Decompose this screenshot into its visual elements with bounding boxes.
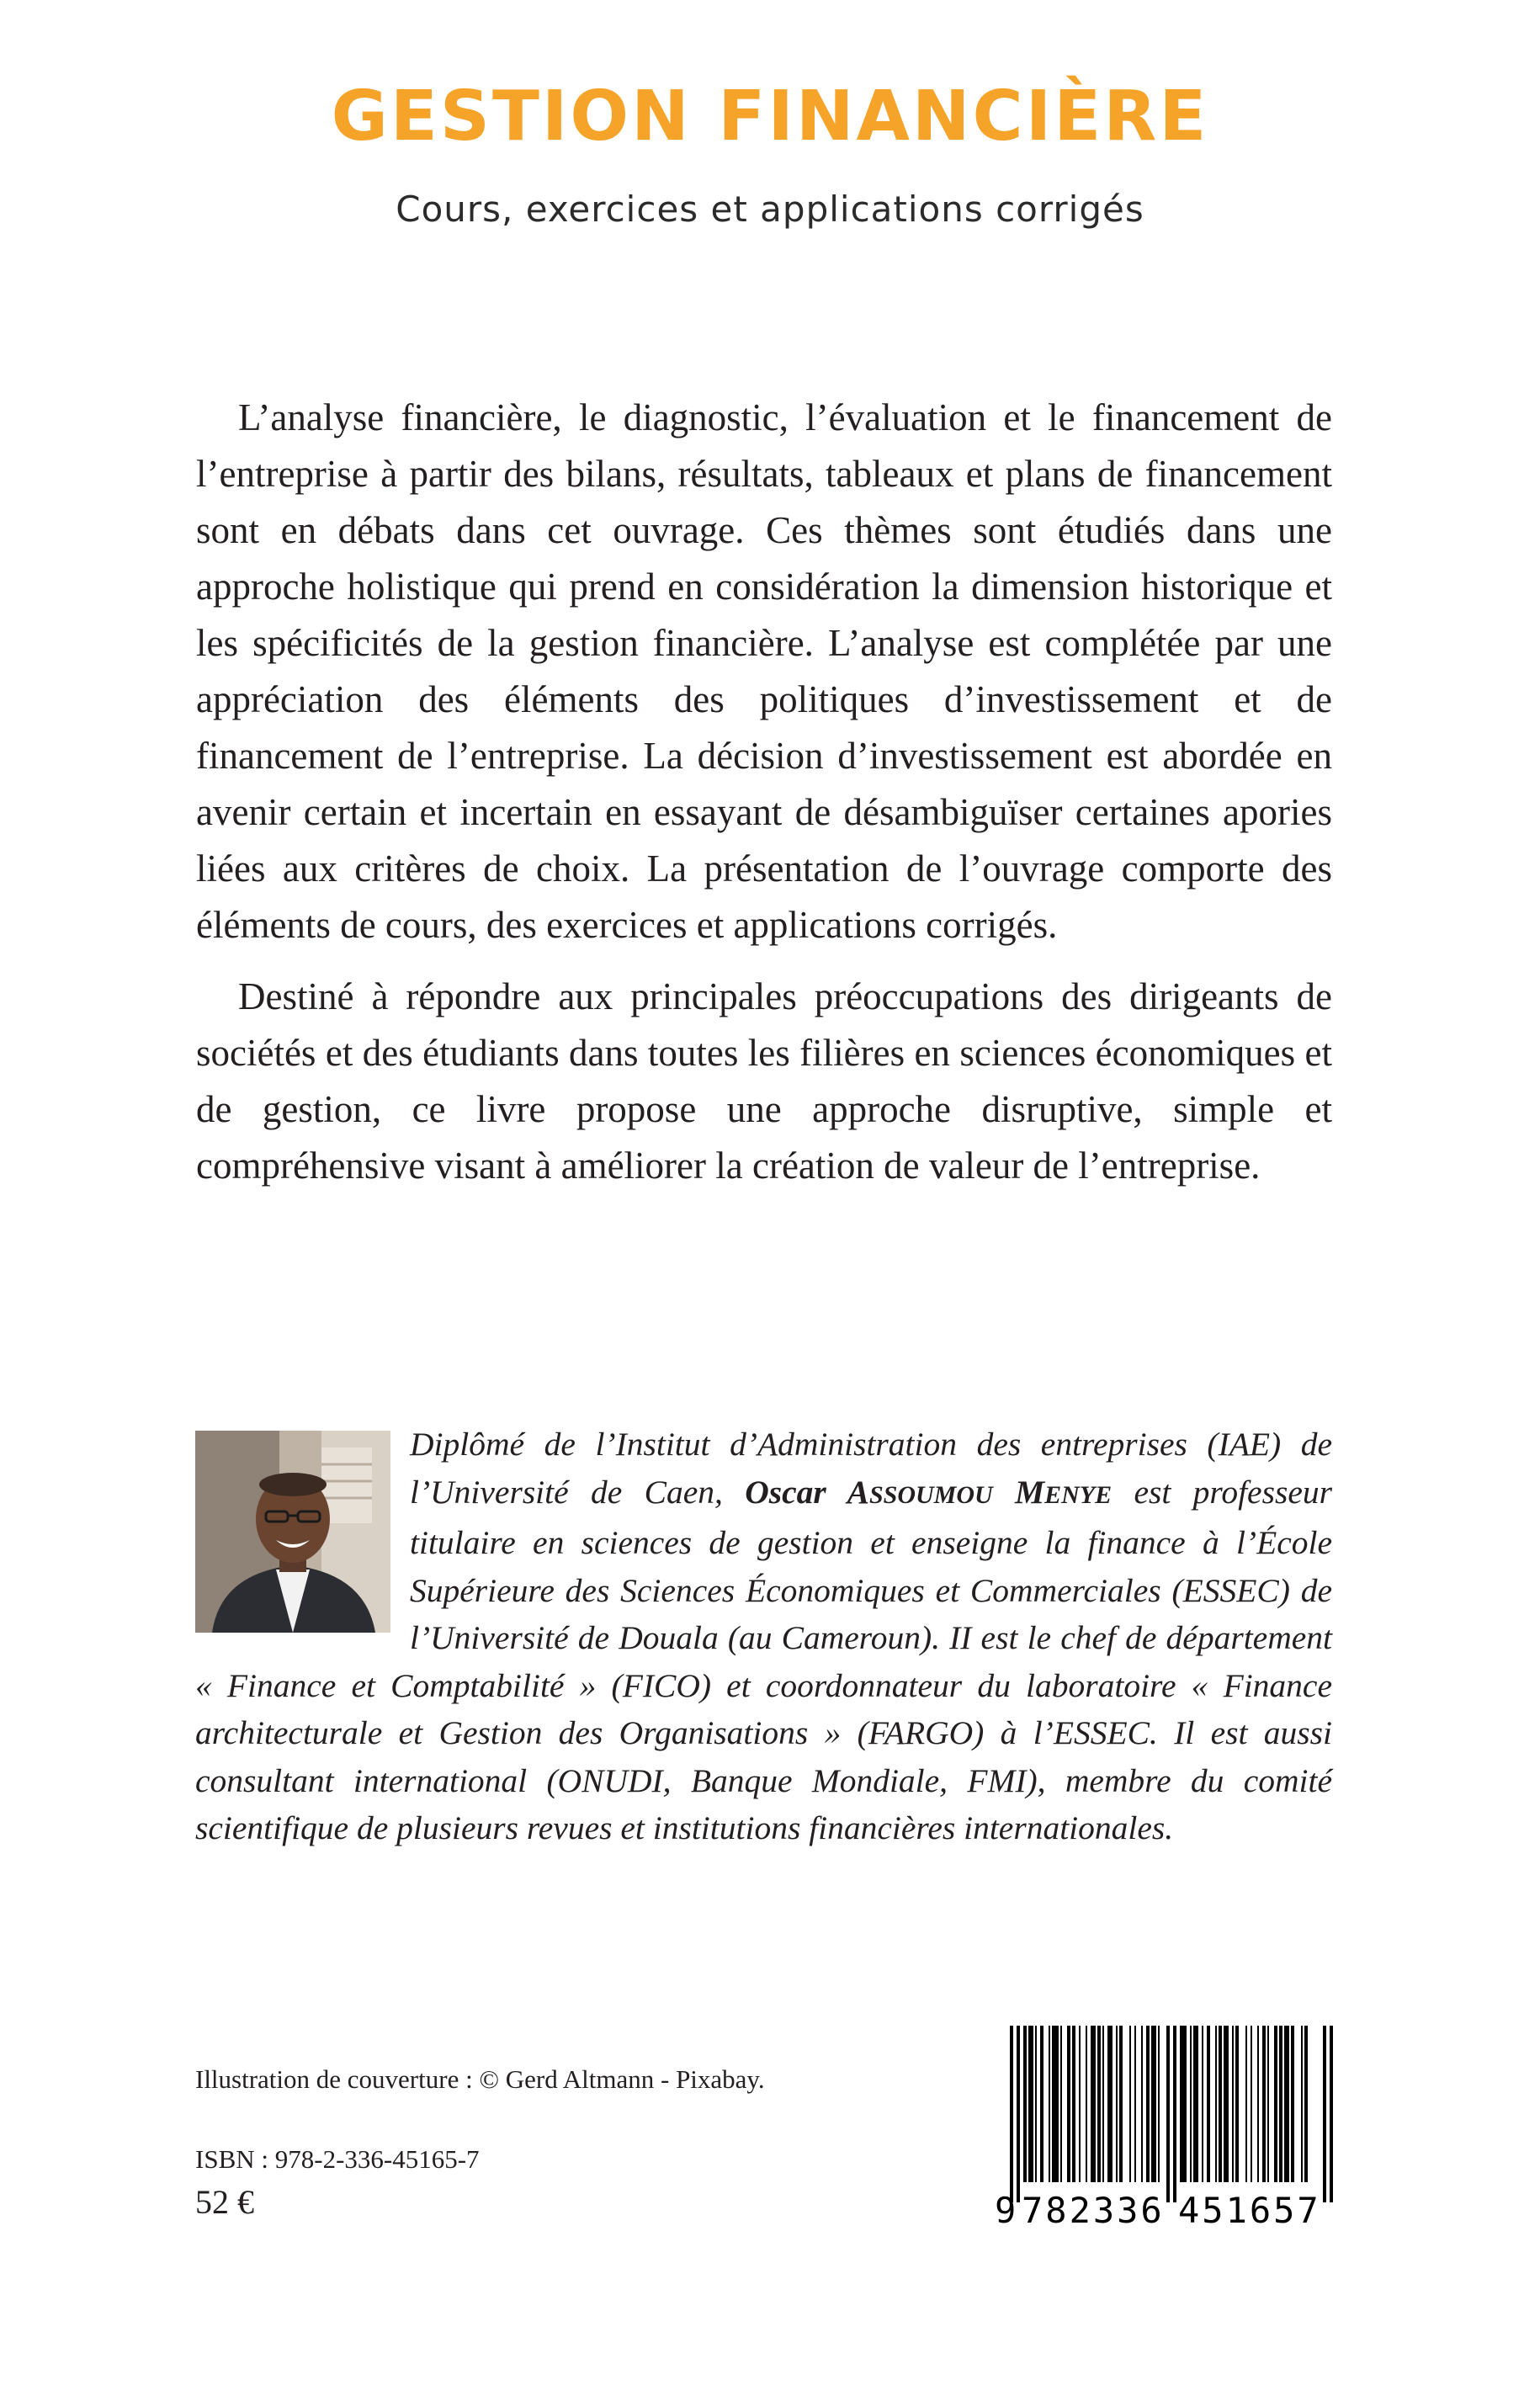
author-surname-rest: SSOUMOU — [868, 1480, 993, 1509]
price: 52 € — [195, 2183, 254, 2221]
author-biography — [195, 1421, 1332, 1852]
book-subtitle: Cours, exercices et applications corrigés — [396, 189, 1144, 230]
summary-paragraph-2: Destiné à répondre aux principales préoccupations des dirigeants de sociétés et des étudiants dans toutes les filières en sciences économiques et de gestion, ce livre propose une approche disruptive, simple et compréhensive visant à améliorer la création de valeur de l’entreprise. — [196, 975, 1332, 1187]
author-first-name: Oscar — [745, 1473, 826, 1511]
barcode-digit-first: 9 — [995, 2190, 1017, 2231]
cover-illustration-credit: Illustration de couverture : © Gerd Altmann - Pixabay. — [195, 2064, 765, 2094]
author-name — [745, 1474, 1112, 1511]
book-title: GESTION FINANCIÈRE — [331, 77, 1209, 157]
bio-intro: Diplômé de l’Institut d’Administration des entreprises (IAE) de l’Université de Caen, — [410, 1426, 1332, 1511]
book-summary — [196, 390, 1332, 1194]
author-surname2-initial: M — [1015, 1473, 1045, 1511]
isbn: ISBN : 978-2-336-45165-7 — [195, 2144, 480, 2174]
author-surname-initial: A — [847, 1473, 869, 1511]
barcode-bars — [1023, 2026, 1308, 2182]
summary-paragraph-1: L’analyse financière, le diagnostic, l’évaluation et le financement de l’entreprise à partir des bilans, résultats, tableaux et plans de financement sont en débats dans cet ouvrage. Ces thèmes sont étudiés dans une approche holistique qui prend en considération la dimension historique et les spécificités de la gestion financière. L’analyse est complétée par une appréciation des éléments des politiques d’investissement et de financement de l’entreprise. La décision d’investissement est abordée en avenir certain et incertain en essayant de désambiguïser certaines apories liées aux critères de choix. La présentation de l’ouvrage comporte des éléments de cours, des exercices et applications corrigés. — [196, 396, 1332, 946]
author-surname2-rest: ENYE — [1044, 1480, 1113, 1509]
isbn-barcode — [995, 2026, 1338, 2231]
bio-details: est professeur titulaire en sciences de gestion et enseigne la finance à l’École Supérieure des Sciences Économiques et Commerciales (ESSEC) de l’Université de Douala (au Cameroun). II est le chef de département « Finance et Comptabilité » (FICO) et coordonnateur du laboratoire « Finance architecturale et Gestion des Organisations » (FARGO) à l’ESSEC. Il est aussi consultant international (ONUDI, Banque Mondiale, FMI), membre du comité scientifique de plusieurs revues et institutions financières internationales. — [195, 1473, 1332, 1846]
barcode-digits-left: 782336 — [1022, 2190, 1165, 2231]
barcode-digits-right: 451657 — [1178, 2190, 1321, 2231]
